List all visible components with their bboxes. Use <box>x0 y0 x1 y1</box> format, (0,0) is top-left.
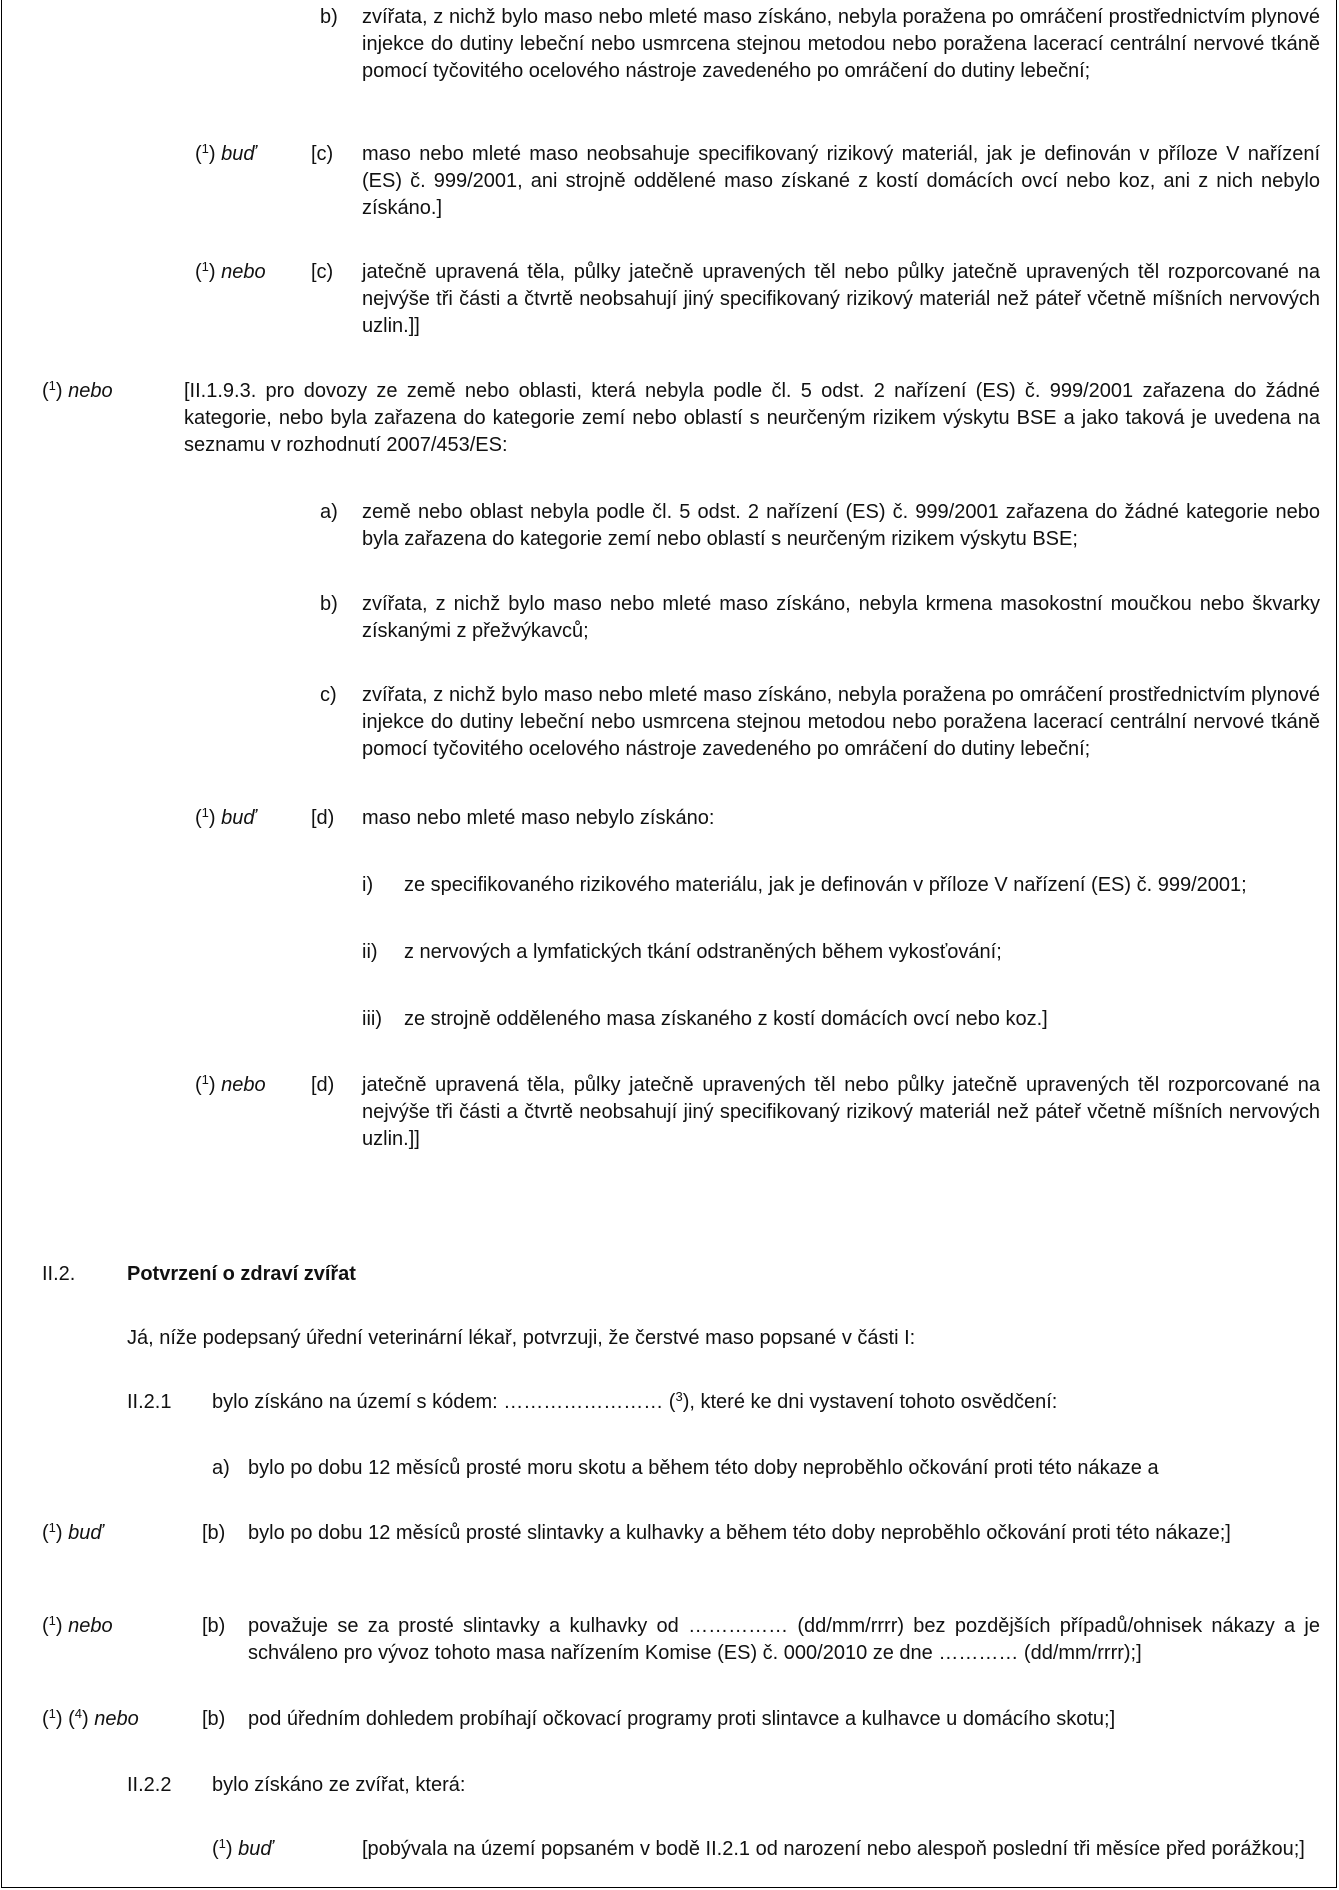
footnote-marker: ($^1$) nebo <box>42 1613 113 1637</box>
item-text: zvířata, z nichž bylo maso nebo mleté maso získáno, nebyla poražena po omráčení prostřednictvím plynové injekce do dutiny lebeční nebo usmrcena stejnou metodou nebo poražena lacerací centrální nervové tkáně pomocí tyčovitého ocelového nástroje zavedeného po omráčení do dutiny lebeční; <box>362 684 1320 760</box>
item-label: a) <box>320 501 338 523</box>
item-text: považuje se za prosté slintavky a kulhavky od …………… (dd/mm/rrrr) bez pozdějších případů/ohnisek nákazy a je schváleno pro vývoz tohoto masa nařízením Komise (ES) č. 000/2010 ze dne ………… (dd/mm/rrrr);] <box>248 1615 1320 1664</box>
subitem-label: iii) <box>362 1008 382 1030</box>
item-label: b) <box>320 593 338 615</box>
footnote-marker: ($^1$) nebo <box>42 378 113 402</box>
section-intro: Já, níže podepsaný úřední veterinární lékař, potvrzuji, že čerstvé maso popsané v části I: <box>127 1327 916 1349</box>
item-label: [b) <box>202 1708 226 1730</box>
subitem-label: i) <box>362 874 374 896</box>
subsection-number: II.2.2 <box>127 1774 172 1796</box>
footnote-marker: ($^1$) buď <box>212 1836 273 1860</box>
footnote-marker: ($^1$) ($^4$) nebo <box>42 1706 139 1730</box>
subitem-label: ii) <box>362 941 378 963</box>
item-text: bylo po dobu 12 měsíců prosté slintavky a kulhavky a během této doby neproběhlo očkování proti této nákaze;] <box>248 1522 1231 1544</box>
subsection-text: bylo získáno na území s kódem: …………………… ($^3$), které ke dni vystavení tohoto osvědčení: <box>212 1389 1058 1413</box>
section-title: Potvrzení o zdraví zvířat <box>127 1263 356 1285</box>
footnote-marker: ($^1$) buď <box>195 141 256 165</box>
footnote-marker: ($^1$) buď <box>42 1520 103 1544</box>
item-text: maso nebo mleté maso neobsahuje specifikovaný rizikový materiál, jak je definován v příloze V nařízení (ES) č. 999/2001, ani strojně oddělené maso získané z kostí domácích ovcí nebo koz, ani z nich nebylo získáno.] <box>362 143 1320 219</box>
item-text: [pobývala na území popsaném v bodě II.2.1 od narození nebo alespoň poslední tři měsíce před porážkou;] <box>362 1838 1305 1860</box>
item-text: jatečně upravená těla, půlky jatečně upravených těl nebo půlky jatečně upravených těl rozporcované na nejvýše tři části a čtvrtě neobsahují jiný specifikovaný rizikový materiál než páteř včetně míšních nervových uzlin.]] <box>362 261 1320 337</box>
subitem-text: ze specifikovaného rizikového materiálu, jak je definován v příloze V nařízení (ES) č. 999/2001; <box>404 874 1247 896</box>
item-label: [d) <box>311 1074 335 1096</box>
subitem-text: ze strojně odděleného masa získaného z kostí domácích ovcí nebo koz.] <box>404 1008 1048 1030</box>
item-text: země nebo oblast nebyla podle čl. 5 odst. 2 nařízení (ES) č. 999/2001 zařazena do žádné kategorie nebo byla zařazena do kategorie zemí nebo oblastí s neurčeným rizikem výskytu BSE; <box>362 501 1320 550</box>
certificate-page <box>1 0 1337 1888</box>
item-text: jatečně upravená těla, půlky jatečně upravených těl nebo půlky jatečně upravených těl rozporcované na nejvýše tři části a čtvrtě neobsahují jiný specifikovaný rizikový materiál než páteř včetně míšních nervových uzlin.]] <box>362 1074 1320 1150</box>
item-label: [c) <box>311 143 334 165</box>
item-label: c) <box>320 684 337 706</box>
item-label: [c) <box>311 261 334 283</box>
item-text: zvířata, z nichž bylo maso nebo mleté maso získáno, nebyla poražena po omráčení prostřednictvím plynové injekce do dutiny lebeční nebo usmrcena stejnou metodou nebo poražena lacerací centrální nervové tkáně pomocí tyčovitého ocelového nástroje zavedeného po omráčení do dutiny lebeční; <box>362 6 1320 82</box>
item-label: b) <box>320 6 338 28</box>
subitem-text: z nervových a lymfatických tkání odstraněných během vykosťování; <box>404 941 1002 963</box>
item-label: [b) <box>202 1615 226 1637</box>
item-text: bylo po dobu 12 měsíců prosté moru skotu a během této doby neproběhlo očkování proti této nákaze a <box>248 1457 1159 1479</box>
footnote-marker: ($^1$) nebo <box>195 259 266 283</box>
item-text: pod úředním dohledem probíhají očkovací programy proti slintavce a kulhavce u domácího skotu;] <box>248 1708 1116 1730</box>
section-text: [II.1.9.3. pro dovozy ze země nebo oblasti, která nebyla podle čl. 5 odst. 2 nařízení (ES) č. 999/2001 zařazena do žádné kategorie, nebo byla zařazena do kategorie zemí nebo oblastí s neurčeným rizikem výskytu BSE a jako taková je uvedena na seznamu v rozhodnutí 2007/453/ES: <box>184 380 1320 456</box>
subsection-text: bylo získáno ze zvířat, která: <box>212 1774 466 1796</box>
subsection-number: II.2.1 <box>127 1391 172 1413</box>
item-text: maso nebo mleté maso nebylo získáno: <box>362 807 715 829</box>
footnote-marker: ($^1$) nebo <box>195 1072 266 1096</box>
item-label: [b) <box>202 1522 226 1544</box>
footnote-marker: ($^1$) buď <box>195 805 256 829</box>
item-label: [d) <box>311 807 335 829</box>
item-label: a) <box>212 1457 230 1479</box>
section-number: II.2. <box>42 1263 76 1285</box>
item-text: zvířata, z nichž bylo maso nebo mleté maso získáno, nebyla krmena masokostní moučkou nebo škvarky získanými z přežvýkavců; <box>362 593 1320 642</box>
